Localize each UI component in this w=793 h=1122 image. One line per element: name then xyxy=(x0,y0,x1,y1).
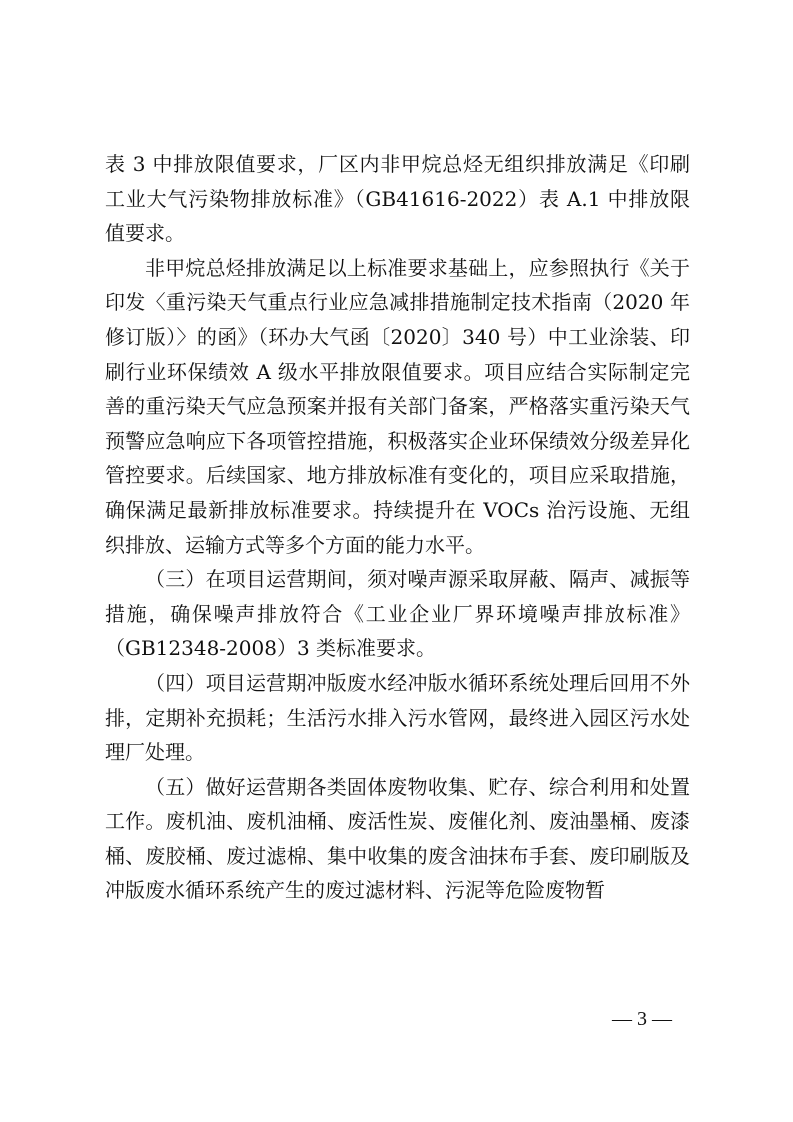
paragraph-solid-waste: （五）做好运营期各类固体废物收集、贮存、综合利用和处置工作。废机油、废机油桶、废活性炭、废催化剂、废油墨桶、废漆桶、废胶桶、废过滤棉、集中收集的废含油抹布手套、废印刷版及冲版废水循环系统产生的废过滤材料、污泥等危险废物暂 xyxy=(105,774,690,903)
paragraph-continuation: 表 3 中排放限值要求，厂区内非甲烷总烃无组织排放满足《印刷工业大气污染物排放标准》（GB41616-2022）表 A.1 中排放限值要求。 xyxy=(105,152,690,246)
page-number: — 3 — xyxy=(612,1008,672,1030)
paragraph-emission-standards: 非甲烷总烃排放满足以上标准要求基础上，应参照执行《关于印发〈重污染天气重点行业应急减排措施制定技术指南（2020 年修订版）〉的函》（环办大气函〔2020〕340 号）中工业涂装、印刷行业环保绩效 A 级水平排放限值要求。项目应结合实际制定完善的重污染天气应急预案并报有关部门备案，严格落实重污染天气预警应急响应下各项管控措施，积极落实企业环保绩效分级差异化管控要求。后续国家、地方排放标准有变化的，项目应采取措施，确保满足最新排放标准要求。持续提升在 VOCs 治污设施、无组织排放、运输方式等多个方面的能力水平。 xyxy=(105,255,690,557)
paragraph-noise: （三）在项目运营期间，须对噪声源采取屏蔽、隔声、减振等措施，确保噪声排放符合《工业企业厂界环境噪声排放标准》（GB12348-2008）3 类标准要求。 xyxy=(105,567,690,661)
body-text xyxy=(105,147,690,908)
paragraph-wastewater: （四）项目运营期冲版废水经冲版水循环系统处理后回用不外排，定期补充损耗；生活污水排入污水管网，最终进入园区污水处理厂处理。 xyxy=(105,670,690,765)
